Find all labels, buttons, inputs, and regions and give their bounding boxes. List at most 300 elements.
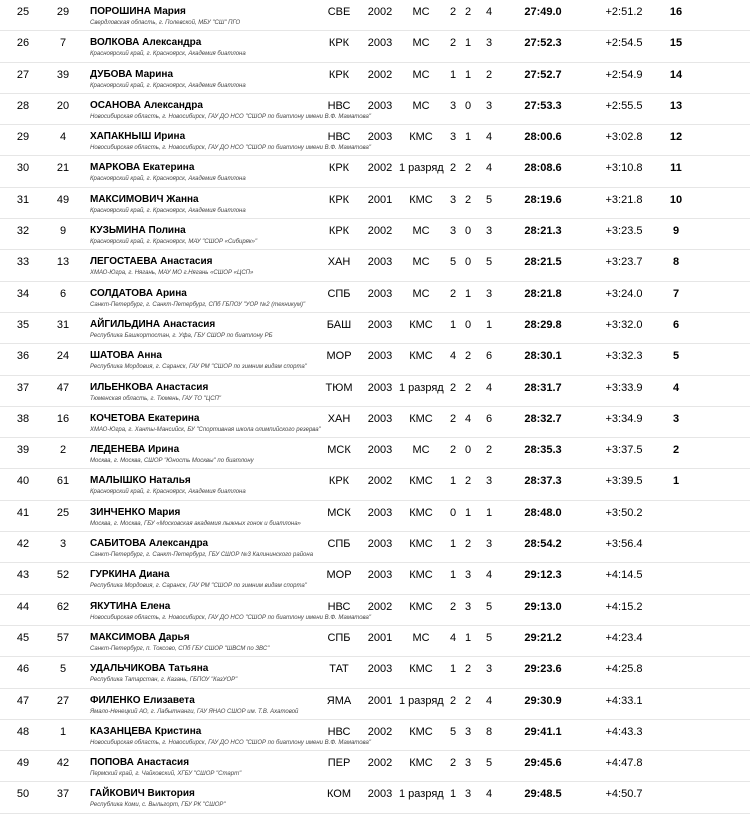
points-cell: 4 — [672, 381, 680, 394]
birth-year: 2002 — [367, 600, 393, 613]
place-cell: 39 — [16, 444, 30, 457]
table-row — [0, 63, 750, 94]
athlete-name: ЛЕДЕНЕВА Ирина — [90, 444, 180, 456]
athlete-organization: Москва, г. Москва, ГБУ «Московская академия лыжных гонок и биатлона» — [90, 520, 301, 527]
points-cell: 13 — [669, 99, 683, 112]
birth-year: 2003 — [367, 131, 393, 144]
penalty-lap-2: 2 — [464, 538, 472, 551]
penalty-total: 2 — [485, 68, 493, 81]
penalty-lap-1: 1 — [449, 788, 457, 801]
athlete-name: КАЗАНЦЕВА Кристина — [90, 725, 202, 737]
birth-year: 2002 — [367, 68, 393, 81]
penalty-lap-1: 2 — [449, 412, 457, 425]
athlete-name: ЯКУТИНА Елена — [90, 600, 171, 612]
athlete-organization: Новосибирская область, г. Новосибирск, ГАУ ДО НСО "СШОР по биатлону имени В.Ф. Маматова" — [90, 739, 372, 746]
table-row — [0, 626, 750, 657]
place-cell: 47 — [16, 694, 30, 707]
penalty-total: 5 — [485, 757, 493, 770]
birth-year: 2003 — [367, 444, 393, 457]
place-cell: 27 — [16, 68, 30, 81]
table-row — [0, 407, 750, 438]
athlete-name: ШАТОВА Анна — [90, 350, 162, 362]
place-cell: 33 — [16, 256, 30, 269]
table-row — [0, 782, 750, 813]
athlete-organization: Новосибирская область, г. Новосибирск, ГАУ ДО НСО "СШОР по биатлону имени В.Ф. Маматова" — [90, 145, 372, 152]
finish-time: 28:37.3 — [524, 475, 562, 488]
table-row — [0, 532, 750, 563]
place-cell: 32 — [16, 225, 30, 238]
table-row — [0, 344, 750, 375]
birth-year: 2002 — [367, 6, 393, 18]
points-cell: 16 — [669, 6, 683, 18]
finish-time: 28:08.6 — [524, 162, 562, 175]
sport-rank: 1 разряд — [399, 381, 444, 394]
time-behind: +2:54.9 — [605, 68, 643, 81]
penalty-lap-1: 2 — [449, 444, 457, 457]
penalty-lap-1: 2 — [449, 162, 457, 175]
penalty-lap-2: 2 — [464, 162, 472, 175]
penalty-lap-1: 3 — [449, 225, 457, 238]
penalty-lap-2: 3 — [464, 600, 472, 613]
birth-year: 2001 — [367, 193, 393, 206]
table-row — [0, 469, 750, 500]
birth-year: 2003 — [367, 99, 393, 112]
penalty-lap-2: 4 — [464, 412, 472, 425]
penalty-lap-1: 2 — [449, 287, 457, 300]
bib-cell: 42 — [56, 757, 70, 770]
bib-cell: 2 — [59, 444, 67, 457]
time-behind: +3:33.9 — [605, 381, 643, 394]
penalty-lap-2: 2 — [464, 694, 472, 707]
penalty-total: 2 — [485, 444, 493, 457]
athlete-organization: Свердловская область, г. Полевской, МБУ "СШ" ПГО — [90, 20, 241, 26]
penalty-total: 5 — [485, 193, 493, 206]
region-code: КРК — [328, 225, 350, 238]
time-behind: +3:50.2 — [605, 506, 643, 519]
athlete-name: МАРКОВА Екатерина — [90, 162, 195, 174]
penalty-total: 4 — [485, 162, 493, 175]
region-code: МСК — [327, 506, 351, 519]
penalty-lap-2: 1 — [464, 131, 472, 144]
penalty-lap-1: 5 — [449, 256, 457, 269]
penalty-total: 4 — [485, 6, 493, 18]
region-code: НВС — [327, 725, 351, 738]
table-row — [0, 0, 750, 31]
penalty-lap-1: 1 — [449, 68, 457, 81]
table-row — [0, 156, 750, 187]
athlete-name: ФИЛЕНКО Елизавета — [90, 694, 195, 706]
penalty-lap-1: 1 — [449, 569, 457, 582]
athlete-organization: Республика Коми, с. Выльгорт, ГБУ РК "СШОР" — [90, 802, 226, 809]
penalty-total: 4 — [485, 131, 493, 144]
birth-year: 2003 — [367, 788, 393, 801]
place-cell: 40 — [16, 475, 30, 488]
region-code: ЯМА — [326, 694, 352, 707]
sport-rank: КМС — [409, 193, 433, 206]
penalty-lap-1: 3 — [449, 99, 457, 112]
birth-year: 2003 — [367, 287, 393, 300]
points-cell: 5 — [672, 350, 680, 363]
finish-time: 29:41.1 — [524, 725, 562, 738]
sport-rank: КМС — [409, 412, 433, 425]
table-row — [0, 94, 750, 125]
bib-cell: 21 — [56, 162, 70, 175]
region-code: СПБ — [327, 538, 351, 551]
place-cell: 34 — [16, 287, 30, 300]
place-cell: 45 — [16, 631, 30, 644]
penalty-total: 1 — [485, 506, 493, 519]
table-row — [0, 250, 750, 281]
table-row — [0, 751, 750, 782]
penalty-total: 3 — [485, 538, 493, 551]
penalty-lap-1: 5 — [449, 725, 457, 738]
region-code: СПБ — [327, 631, 351, 644]
place-cell: 29 — [16, 131, 30, 144]
finish-time: 28:00.6 — [524, 131, 562, 144]
penalty-lap-2: 1 — [464, 68, 472, 81]
sport-rank: 1 разряд — [399, 694, 444, 707]
athlete-name: СОЛДАТОВА Арина — [90, 287, 187, 299]
athlete-name: ЛЕГОСТАЕВА Анастасия — [90, 256, 213, 268]
birth-year: 2001 — [367, 631, 393, 644]
athlete-organization: Красноярский край, г. Красноярск, Академия биатлона — [90, 51, 246, 58]
sport-rank: КМС — [409, 569, 433, 582]
bib-cell: 37 — [56, 788, 70, 801]
place-cell: 26 — [16, 37, 30, 50]
finish-time: 29:12.3 — [524, 569, 562, 582]
region-code: НВС — [327, 600, 351, 613]
region-code: СПБ — [327, 287, 351, 300]
penalty-total: 3 — [485, 37, 493, 50]
place-cell: 42 — [16, 538, 30, 551]
athlete-organization: Тюменская область, г. Тюмень, ГАУ ТО "ЦСП" — [90, 395, 222, 402]
penalty-total: 3 — [485, 287, 493, 300]
points-cell: 7 — [672, 287, 680, 300]
finish-time: 27:49.0 — [524, 6, 562, 18]
penalty-lap-1: 2 — [449, 757, 457, 770]
athlete-name: ЗИНЧЕНКО Мария — [90, 506, 181, 518]
penalty-lap-2: 2 — [464, 6, 472, 18]
table-row — [0, 657, 750, 688]
bib-cell: 49 — [56, 193, 70, 206]
finish-time: 27:53.3 — [524, 99, 562, 112]
bib-cell: 31 — [56, 318, 70, 331]
finish-time: 29:45.6 — [524, 757, 562, 770]
penalty-lap-2: 0 — [464, 256, 472, 269]
penalty-lap-2: 1 — [464, 37, 472, 50]
time-behind: +4:50.7 — [605, 788, 643, 801]
bib-cell: 27 — [56, 694, 70, 707]
penalty-lap-1: 1 — [449, 475, 457, 488]
penalty-lap-2: 1 — [464, 631, 472, 644]
penalty-total: 8 — [485, 725, 493, 738]
bib-cell: 52 — [56, 569, 70, 582]
athlete-name: ОСАНОВА Александра — [90, 99, 203, 111]
bib-cell: 24 — [56, 350, 70, 363]
sport-rank: МС — [412, 68, 430, 81]
sport-rank: КМС — [409, 506, 433, 519]
sport-rank: КМС — [409, 538, 433, 551]
time-behind: +3:39.5 — [605, 475, 643, 488]
bib-cell: 25 — [56, 506, 70, 519]
place-cell: 41 — [16, 506, 30, 519]
athlete-organization: Республика Мордовия, г. Саранск, ГАУ РМ "СШОР по зимним видам спорта" — [90, 583, 307, 590]
sport-rank: КМС — [409, 757, 433, 770]
athlete-organization: Республика Татарстан, г. Казань, ГБПОУ "КазУОР" — [90, 677, 238, 684]
points-cell: 14 — [669, 68, 683, 81]
bib-cell: 62 — [56, 600, 70, 613]
bib-cell: 1 — [59, 725, 67, 738]
time-behind: +3:24.0 — [605, 287, 643, 300]
penalty-lap-1: 2 — [449, 6, 457, 18]
time-behind: +4:47.8 — [605, 757, 643, 770]
points-cell: 12 — [669, 131, 683, 144]
penalty-lap-2: 2 — [464, 350, 472, 363]
sport-rank: МС — [412, 99, 430, 112]
penalty-total: 6 — [485, 412, 493, 425]
athlete-organization: Санкт-Петербург, п. Токсово, СПб ГБУ СШОР "ШВСМ по ЗВС" — [90, 645, 270, 652]
penalty-lap-1: 3 — [449, 131, 457, 144]
penalty-lap-2: 1 — [464, 506, 472, 519]
time-behind: +3:21.8 — [605, 193, 643, 206]
birth-year: 2003 — [367, 318, 393, 331]
penalty-lap-1: 4 — [449, 631, 457, 644]
penalty-lap-1: 1 — [449, 538, 457, 551]
time-behind: +4:14.5 — [605, 569, 643, 582]
table-row — [0, 689, 750, 720]
birth-year: 2002 — [367, 225, 393, 238]
penalty-lap-1: 2 — [449, 694, 457, 707]
time-behind: +3:34.9 — [605, 412, 643, 425]
penalty-total: 4 — [485, 569, 493, 582]
bib-cell: 29 — [56, 6, 70, 18]
penalty-lap-1: 1 — [449, 318, 457, 331]
penalty-lap-1: 4 — [449, 350, 457, 363]
athlete-name: МАЛЫШКО Наталья — [90, 475, 191, 487]
region-code: НВС — [327, 99, 351, 112]
time-behind: +3:56.4 — [605, 538, 643, 551]
region-code: КОМ — [326, 788, 351, 801]
penalty-lap-2: 3 — [464, 757, 472, 770]
penalty-lap-1: 2 — [449, 37, 457, 50]
table-row — [0, 219, 750, 250]
time-behind: +4:43.3 — [605, 725, 643, 738]
bib-cell: 13 — [56, 256, 70, 269]
region-code: НВС — [327, 131, 351, 144]
penalty-lap-1: 2 — [449, 600, 457, 613]
place-cell: 49 — [16, 757, 30, 770]
penalty-lap-2: 2 — [464, 475, 472, 488]
time-behind: +3:32.0 — [605, 318, 643, 331]
bib-cell: 5 — [59, 663, 67, 676]
region-code: БАШ — [326, 318, 352, 331]
finish-time: 29:23.6 — [524, 663, 562, 676]
sport-rank: КМС — [409, 350, 433, 363]
place-cell: 30 — [16, 162, 30, 175]
place-cell: 25 — [16, 6, 30, 18]
athlete-organization: Красноярский край, г. Красноярск, Академия биатлона — [90, 82, 246, 89]
points-cell: 15 — [669, 37, 683, 50]
athlete-name: ПОРОШИНА Мария — [90, 6, 186, 17]
athlete-organization: Новосибирская область, г. Новосибирск, ГАУ ДО НСО "СШОР по биатлону имени В.Ф. Маматова" — [90, 614, 372, 621]
points-cell: 6 — [672, 318, 680, 331]
place-cell: 44 — [16, 600, 30, 613]
time-behind: +3:32.3 — [605, 350, 643, 363]
table-row — [0, 282, 750, 313]
sport-rank: КМС — [409, 318, 433, 331]
birth-year: 2001 — [367, 694, 393, 707]
bib-cell: 39 — [56, 68, 70, 81]
birth-year: 2003 — [367, 538, 393, 551]
table-row — [0, 313, 750, 344]
athlete-name: УДАЛЬЧИКОВА Татьяна — [90, 663, 209, 675]
penalty-lap-1: 0 — [449, 506, 457, 519]
finish-time: 28:31.7 — [524, 381, 562, 394]
table-row — [0, 563, 750, 594]
time-behind: +2:54.5 — [605, 37, 643, 50]
bib-cell: 20 — [56, 99, 70, 112]
penalty-lap-1: 3 — [449, 193, 457, 206]
points-cell: 3 — [672, 412, 680, 425]
penalty-total: 6 — [485, 350, 493, 363]
bib-cell: 9 — [59, 225, 67, 238]
athlete-name: МАКСИМОВА Дарья — [90, 631, 190, 643]
table-row — [0, 125, 750, 156]
athlete-name: ГУРКИНА Диана — [90, 569, 170, 581]
athlete-name: КОЧЕТОВА Екатерина — [90, 412, 200, 424]
finish-time: 28:29.8 — [524, 318, 562, 331]
athlete-organization: Москва, г. Москва, СШОР "Юность Москвы" по биатлону — [90, 458, 254, 465]
athlete-name: ПОПОВА Анастасия — [90, 757, 190, 769]
penalty-lap-2: 2 — [464, 193, 472, 206]
penalty-total: 5 — [485, 600, 493, 613]
birth-year: 2003 — [367, 350, 393, 363]
sport-rank: МС — [412, 444, 430, 457]
athlete-organization: Красноярский край, г. Красноярск, Академия биатлона — [90, 489, 246, 496]
region-code: ПЕР — [327, 757, 351, 770]
athlete-organization: Санкт-Петербург, г. Санкт-Петербург, СПб ГБПОУ "УОР №2 (техникум)" — [90, 301, 306, 308]
birth-year: 2002 — [367, 725, 393, 738]
sport-rank: 1 разряд — [399, 162, 444, 175]
sport-rank: КМС — [409, 600, 433, 613]
table-row — [0, 376, 750, 407]
finish-time: 29:48.5 — [524, 788, 562, 801]
birth-year: 2003 — [367, 256, 393, 269]
points-cell: 2 — [672, 444, 680, 457]
finish-time: 28:21.3 — [524, 225, 562, 238]
place-cell: 38 — [16, 412, 30, 425]
athlete-name: АЙГИЛЬДИНА Анастасия — [90, 318, 216, 330]
athlete-organization: Красноярский край, г. Красноярск, МАУ "СШОР «Сибиряк»" — [90, 239, 258, 246]
finish-time: 28:21.8 — [524, 287, 562, 300]
sport-rank: КМС — [409, 663, 433, 676]
bib-cell: 4 — [59, 131, 67, 144]
sport-rank: МС — [412, 287, 430, 300]
athlete-name: ДУБОВА Марина — [90, 68, 174, 80]
bib-cell: 57 — [56, 631, 70, 644]
penalty-total: 5 — [485, 256, 493, 269]
penalty-lap-1: 2 — [449, 381, 457, 394]
sport-rank: КМС — [409, 475, 433, 488]
penalty-lap-2: 1 — [464, 287, 472, 300]
sport-rank: МС — [412, 6, 430, 18]
penalty-lap-2: 0 — [464, 99, 472, 112]
table-row — [0, 501, 750, 532]
time-behind: +4:33.1 — [605, 694, 643, 707]
finish-time: 28:54.2 — [524, 538, 562, 551]
time-behind: +3:10.8 — [605, 162, 643, 175]
sport-rank: КМС — [409, 725, 433, 738]
finish-time: 27:52.3 — [524, 37, 562, 50]
table-row — [0, 720, 750, 751]
points-cell: 9 — [672, 225, 680, 238]
bib-cell: 3 — [59, 538, 67, 551]
birth-year: 2002 — [367, 475, 393, 488]
athlete-name: САБИТОВА Александра — [90, 538, 209, 550]
region-code: КРК — [328, 475, 350, 488]
place-cell: 28 — [16, 99, 30, 112]
place-cell: 31 — [16, 193, 30, 206]
penalty-lap-2: 3 — [464, 725, 472, 738]
points-cell: 11 — [670, 162, 682, 175]
athlete-name: ВОЛКОВА Александра — [90, 37, 202, 49]
time-behind: +2:55.5 — [605, 99, 643, 112]
birth-year: 2003 — [367, 37, 393, 50]
bib-cell: 7 — [59, 37, 67, 50]
finish-time: 29:30.9 — [524, 694, 562, 707]
region-code: КРК — [328, 193, 350, 206]
points-cell: 8 — [672, 256, 680, 269]
birth-year: 2003 — [367, 412, 393, 425]
penalty-lap-2: 0 — [464, 225, 472, 238]
region-code: ХАН — [327, 412, 351, 425]
points-cell: 1 — [672, 475, 680, 488]
bib-cell: 61 — [56, 475, 70, 488]
birth-year: 2003 — [367, 663, 393, 676]
birth-year: 2003 — [367, 506, 393, 519]
sport-rank: МС — [412, 631, 430, 644]
penalty-lap-2: 2 — [464, 381, 472, 394]
finish-time: 29:21.2 — [524, 631, 562, 644]
athlete-organization: Санкт-Петербург, г. Санкт-Петербург, ГБУ СШОР №3 Калининского района — [90, 552, 314, 559]
place-cell: 35 — [16, 318, 30, 331]
region-code: КРК — [328, 37, 350, 50]
time-behind: +2:51.2 — [605, 6, 643, 18]
place-cell: 46 — [16, 663, 30, 676]
table-row — [0, 595, 750, 626]
athlete-name: ИЛЬЕНКОВА Анастасия — [90, 381, 209, 393]
region-code: КРК — [328, 68, 350, 81]
region-code: ТАТ — [329, 663, 349, 676]
region-code: ТЮМ — [325, 381, 353, 394]
penalty-lap-2: 0 — [464, 444, 472, 457]
birth-year: 2003 — [367, 569, 393, 582]
bib-cell: 16 — [56, 412, 70, 425]
athlete-name: МАКСИМОВИЧ Жанна — [90, 193, 199, 205]
penalty-total: 3 — [485, 475, 493, 488]
athlete-organization: Новосибирская область, г. Новосибирск, ГАУ ДО НСО "СШОР по биатлону имени В.Ф. Маматова" — [90, 113, 372, 120]
sport-rank: МС — [412, 225, 430, 238]
athlete-organization: ХМАО-Югра, г. Ханты-Мансийск, БУ "Спортивная школа олимпийского резерва" — [90, 426, 321, 433]
sport-rank: КМС — [409, 131, 433, 144]
region-code: СВЕ — [327, 6, 351, 18]
penalty-total: 3 — [485, 99, 493, 112]
penalty-total: 5 — [485, 631, 493, 644]
penalty-total: 3 — [485, 225, 493, 238]
penalty-total: 4 — [485, 381, 493, 394]
bib-cell: 47 — [56, 381, 70, 394]
table-row — [0, 438, 750, 469]
